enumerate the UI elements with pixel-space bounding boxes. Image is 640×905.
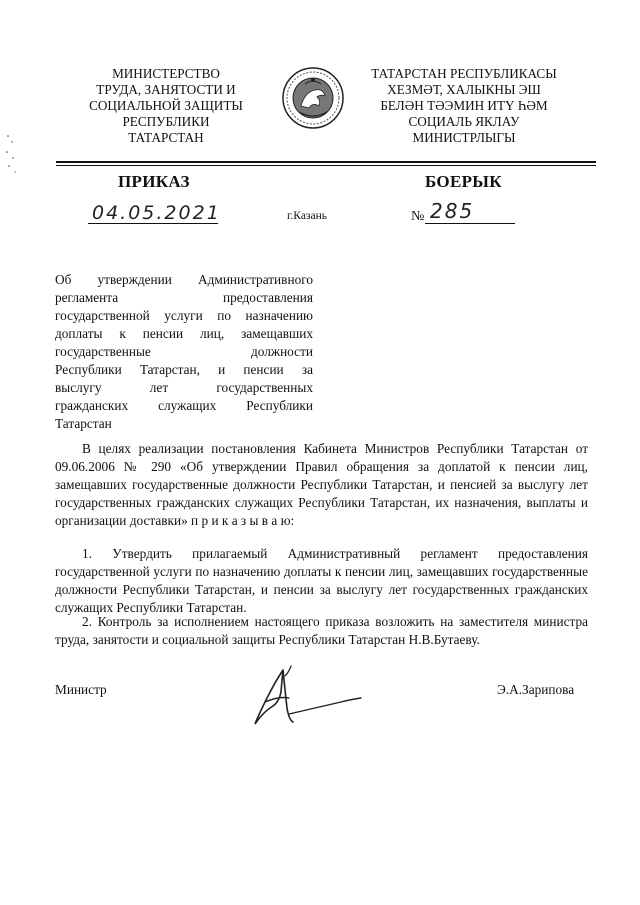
org-tt-line: ТАТАРСТАН РЕСПУБЛИКАСЫ [371, 66, 557, 81]
order-subject [55, 271, 313, 433]
subject-line: доплаты к пенсии лиц, замещавших [55, 326, 313, 341]
subject-line: государственной услуги по назначению [55, 308, 313, 323]
organization-name-ru [62, 66, 270, 146]
header-divider-thin [56, 165, 596, 166]
org-ru-line: ТРУДА, ЗАНЯТОСТИ И [96, 82, 236, 97]
org-ru-line: РЕСПУБЛИКИ [122, 114, 210, 129]
order-item-2: 2. Контроль за исполнением настоящего приказа возложить на заместителя министра труда, занятости и социальной защиты Республики Татарстан Н.В.Бутаеву. [55, 614, 588, 647]
margin-marks [3, 130, 19, 180]
org-tt-line: СОЦИАЛЬ ЯКЛАУ [408, 114, 520, 129]
org-tt-line: БЕЛӘН ТӘЭМИН ИТҮ ҺӘМ [380, 98, 548, 113]
signatory-name: Э.А.Зарипова [497, 682, 575, 697]
number-sign: № [411, 209, 425, 224]
order-item-1: 1. Утвердить прилагаемый Административный регламент предоставления государственной услуги по назначению доплаты к пенсии лиц, замещавших государственные должности Республики Татарстан, и пенсии за выслугу лет государственных гражданских служащих Республики Татарстан. [55, 546, 588, 615]
order-date: 04.05.2021 [92, 202, 221, 224]
subject-line: Об утверждении Административного [55, 272, 313, 287]
org-ru-line: СОЦИАЛЬНОЙ ЗАЩИТЫ [89, 98, 243, 113]
preamble-paragraph: В целях реализации постановления Кабинета Министров Республики Татарстан от 09.06.2006 № 290 «Об утверждении Правил обращения за доплатой к пенсии лиц, замещавших государственные должности Республики Татарстан, и пенсией за выслугу лет государственных гражданских служащих Республики Татарстан, их назначения, выплаты и организации доставки» п р и к а з ы в а ю: [55, 441, 588, 528]
org-ru-line: МИНИСТЕРСТВО [112, 66, 220, 81]
subject-line: регламента предоставления [55, 290, 313, 305]
header-divider-thick [56, 161, 596, 163]
signatory-position: Министр [55, 682, 107, 697]
org-tt-line: ХЕЗМӘТ, ХАЛЫКНЫ ЭШ [387, 82, 541, 97]
subject-line: гражданских служащих Республики [55, 398, 313, 413]
organization-name-tt [358, 66, 570, 146]
order-title-ru: ПРИКАЗ [118, 172, 190, 191]
subject-line: государственные должности [55, 344, 313, 359]
subject-line: выслугу лет государственных [55, 380, 313, 395]
order-city: г.Казань [287, 210, 327, 222]
order-number: 285 [430, 199, 475, 223]
org-ru-line: ТАТАРСТАН [128, 130, 204, 145]
handwritten-signature-icon [245, 662, 365, 730]
order-title-tt: БОЕРЫК [425, 172, 502, 191]
date-underline [88, 223, 218, 224]
subject-line: Татарстан [55, 416, 112, 431]
number-underline [425, 223, 515, 224]
org-tt-line: МИНИСТРЛЫГЫ [412, 130, 516, 145]
subject-line: Республики Татарстан, и пенсии за [55, 362, 313, 377]
coat-of-arms-emblem-icon [281, 66, 345, 130]
